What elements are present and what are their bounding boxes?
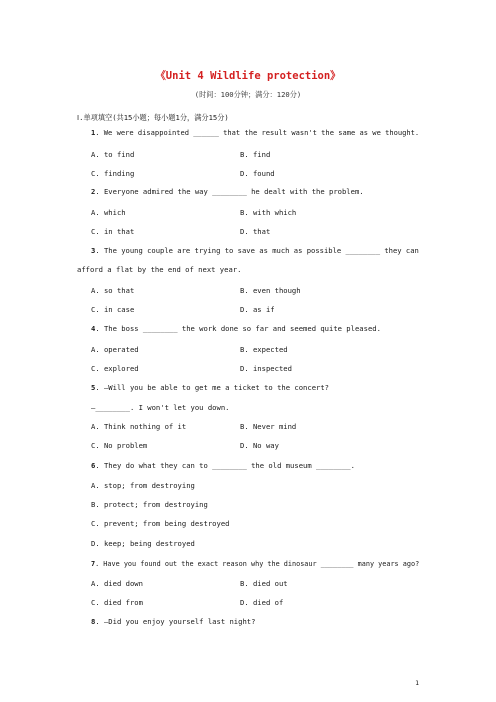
option-c: C. No problem [91,441,148,450]
option-c: C. prevent; from being destroyed [91,519,230,528]
question-2: 2. Everyone admired the way ________ he dealt with the problem. [91,187,364,196]
option-c: C. in that [91,227,135,236]
question-4: 4. The boss ________ the work done so far and seemed quite pleased. [91,324,381,333]
option-a: A. to find [91,150,135,159]
option-d: D. died of [240,598,284,607]
option-c: C. finding [91,169,135,178]
option-a: A. Think nothing of it [91,422,187,431]
option-a: A. stop; from destroying [91,481,195,490]
option-d: D. found [240,169,275,178]
question-3: 3. The young couple are trying to save as much as possible ________ they can [91,246,419,255]
option-d: D. No way [240,441,279,450]
document-title: 《Unit 4 Wildlife protection》 [155,70,341,82]
section-heading: Ⅰ.单项填空(共15小题；每小题1分，满分15分) [77,113,229,122]
document-subtitle: (时间：100分钟；满分：120分) [194,90,302,99]
option-d: D. as if [240,305,275,314]
option-c: C. in case [91,305,135,314]
option-b: B. find [240,150,271,159]
question-6: 6. They do what they can to ________ the old museum ________. [91,461,355,470]
option-b: B. protect; from destroying [91,500,208,509]
option-b: B. with which [240,208,297,217]
page-number: 1 [415,679,419,687]
question-5-reply: —________. I won't let you down. [91,403,230,412]
option-c: C. explored [91,364,139,373]
option-b: B. expected [240,345,288,354]
question-5: 5. —Will you be able to get me a ticket to the concert? [91,383,329,392]
option-d: D. that [240,227,271,236]
option-a: A. operated [91,345,139,354]
question-1: 1. We were disappointed ______ that the result wasn't the same as we thought. [91,128,420,137]
option-b: B. even though [240,286,301,295]
question-7: 7. Have you found out the exact reason why the dinosaur ________ many years ago? [91,559,420,568]
option-a: A. so that [91,286,135,295]
question-8: 8. —Did you enjoy yourself last night? [91,617,256,626]
option-c: C. died from [91,598,143,607]
option-a: A. which [91,208,126,217]
option-b: B. Never mind [240,422,297,431]
question-3-continued: afford a flat by the end of next year. [77,265,242,274]
option-b: B. died out [240,579,288,588]
option-d: D. inspected [240,364,292,373]
option-a: A. died down [91,579,143,588]
option-d: D. keep; being destroyed [91,539,195,548]
